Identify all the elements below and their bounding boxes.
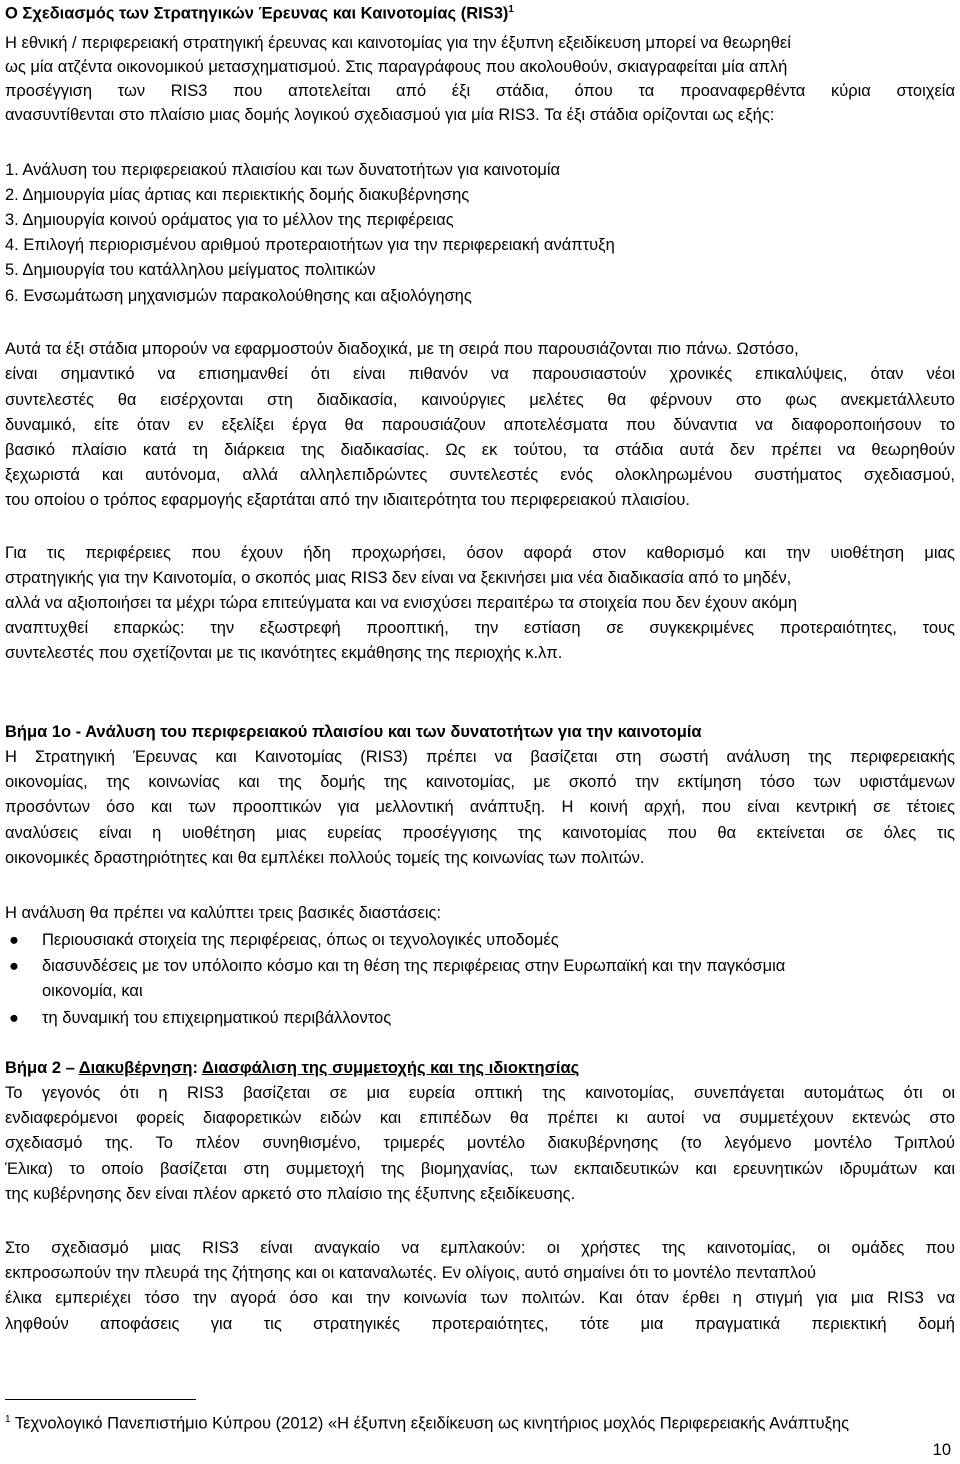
bullet-item-cont: οικονομία, και [42,982,143,1000]
bullet-dot: ● [9,931,19,949]
body-line: προσόντων όσο και των προοπτικών για μελλοντική ανάπτυξη. Η κοινή αρχή, που είναι κεντρική σε τέτοιες [5,798,955,816]
body-line-part: εμπεριέχει τόσο την αγορά όσο και την κοινωνία των πολιτών. Και όταν έρθει η στιγμή για μια RIS3 να [55,1289,955,1307]
body-line: στρατηγικής για την Καινοτομία, ο σκοπός μιας RIS3 δεν είναι να ξεκινήσει μια νέα διαδικασία από το μηδέν, [5,569,792,587]
body-line: αλλά να αξιοποιήσει τα μέχρι τώρα επιτεύγματα και να ενισχύσει περαιτέρω τα στοιχεία που δεν έχουν ακόμη [5,594,798,612]
body-line: Η Στρατηγική Έρευνας και Καινοτομίας (RIS3) πρέπει να βασίζεται στη σωστή ανάλυση της περιφερειακής [5,748,955,766]
body-line: σχεδιασμό της. Το πλέον συνηθισμένο, τριμερές μοντέλο διακυβέρνησης (το λεγόμενο μοντέλο Τριπλού [5,1134,955,1152]
page-title [5,4,514,24]
body-line: είναι σημαντικό να επισημανθεί ότι είναι πιθανόν να παρουσιαστούν χρονικές επικαλύψεις, όταν νέοι [5,365,955,383]
body-line: Για τις περιφέρειες που έχουν ήδη προχωρήσει, όσον αφορά στον καθορισμό και την υιοθέτηση μιας [5,544,955,562]
bullet-dot: ● [9,957,19,975]
intro-line: ως μία ατζέντα οικονομικού μετασχηματισμού. Στις παραγράφους που ακολουθούν, σκιαγραφείται μία απλή [5,58,788,76]
body-line: Αυτά τα έξι στάδια μπορούν να εφαρμοστούν διαδοχικά, με τη σειρά που παρουσιάζονται πιο πάνω. Ωστόσο, [5,340,799,358]
step1-heading-title: Ανάλυση του περιφερειακού πλαισίου και των δυνατοτήτων για την καινοτομία [85,723,702,741]
body-line: της κυβέρνησης δεν είναι πλέον αρκετό στο πλαίσιο της έξυπνης εξειδίκευσης. [5,1185,576,1203]
body-line: ενδιαφερόμενοι φορείς διαφορετικών ειδών και επιπέδων θα πρέπει κι αυτοί να συμμετέχουν εκτενώς στο [5,1109,955,1127]
body-line-part: εκπροσωπούν την πλευρά της ζήτησης και οι καταναλωτές. Εν ολίγοις, αυτό σημαίνει ότι το μοντέλο πενταπλού [5,1264,817,1282]
bullet-item: Περιουσιακά στοιχεία της περιφέρειας, όπως οι τεχνολογικές υποδομές [42,931,559,949]
step2-heading-sep: : [192,1059,202,1077]
step1-heading [5,720,702,744]
body-line: συντελεστές θα εισέρχονται στη διαδικασία, καινούργιες μελέτες θα φέρνουν στο φως ανεκμετάλλευτο [5,391,955,409]
body-line: αναπτυχθεί επαρκώς: την εξωστρεφή προοπτική, την εστίαση σε συγκεκριμένες προτεραιότητες, τους [5,619,955,637]
bullet-item: διασυνδέσεις με τον υπόλοιπο κόσμο και τη θέση της περιφέρειας στην Ευρωπαϊκή και την παγκόσμια [42,957,786,975]
body-line: οικονομικές δραστηριότητες και θα εμπλέκει πολλούς τομείς της κοινωνίας των πολιτών. [5,849,645,867]
intro-line: ανασυντίθενται στο πλαίσιο μιας δομής λογικού σχεδιασμού για μία RIS3. Τα έξι στάδια ορίζονται ως εξής: [5,106,775,124]
stage-item: 5. Δημιουργία του κατάλληλου μείγματος πολιτικών [5,261,376,279]
footnote-number: 1 [5,1414,11,1425]
footnote [5,1414,849,1434]
page-number: 10 [932,1441,951,1459]
body-line: Στο σχεδιασμό μιας RIS3 είναι αναγκαίο να εμπλακούν: οι χρήστες της καινοτομίας, οι ομάδες που [5,1239,955,1257]
stage-item: 3. Δημιουργία κοινού οράματος για το μέλλον της περιφέρειας [5,211,454,229]
body-line: αναλύσεις είναι η υιοθέτηση μιας ευρείας προσέγγισης της καινοτομίας που θα εκτείνεται σε όλες τις [5,824,955,842]
body-line: βασικό πλαίσιο κατά τη διάρκεια της διαδικασίας. Ως εκ τούτου, τα στάδια αυτά δεν πρέπει να θεωρηθούν [5,441,955,459]
body-line: του οποίου ο τρόπος εφαρμογής εξαρτάται από την ιδιαιτερότητα του περιφερειακού πλαισίου. [5,491,690,509]
bullet-dot: ● [9,1009,19,1027]
stage-item: 4. Επιλογή περιορισμένου αριθμού προτεραιοτήτων για την περιφερειακή ανάπτυξη [5,236,615,254]
body-line-part: έλικα [5,1289,42,1307]
body-line: οικονομίας, της κοινωνίας και της δομής της καινοτομίας, με σκοπό την εκτίμηση τόσο των υφιστάμενων [5,773,955,791]
body-line [5,1286,955,1310]
intro-line: προσέγγιση των RIS3 που αποτελείται από έξι στάδια, όπου τα προαναφερθέντα κύρια στοιχεία [5,82,955,100]
stage-item: 1. Ανάλυση του περιφερειακού πλαισίου και των δυνατοτήτων για καινοτομία [5,161,561,179]
body-line: συντελεστές που σχετίζονται με τις ικανότητες εκμάθησης της περιοχής κ.λπ. [5,644,563,662]
step2-heading [5,1056,579,1080]
dimensions-intro: Η ανάλυση θα πρέπει να καλύπτει τρεις βασικές διαστάσεις: [5,904,442,922]
body-line: Έλικα) το οποίο βασίζεται στη συμμετοχή της βιομηχανίας, των εκπαιδευτικών και ερευνητικών ιδρυμάτων και [5,1160,955,1178]
body-line: δυναμικό, είτε όταν εν εξελίξει έργα θα παρουσιάζουν αποτελέσματα που δύναντια να διαφοροποιήσουν το [5,416,955,434]
stage-item: 2. Δημιουργία μίας άρτιας και περιεκτικής δομής διακυβέρνησης [5,186,470,204]
title-text: Ο Σχεδιασμός των Στρατηγικών Έρευνας και Καινοτομίας (RIS3) [5,4,509,23]
stage-item: 6. Ενσωμάτωση μηχανισμών παρακολούθησης και αξιολόγησης [5,287,472,305]
bullet-item: τη δυναμική του επιχειρηματικού περιβάλλοντος [42,1009,392,1027]
body-line: ληφθούν αποφάσεις για τις στρατηγικές προτεραιότητες, τότε μια πραγματικά περιεκτική δομή [5,1315,955,1333]
intro-line: Η εθνική / περιφερειακή στρατηγική έρευνας και καινοτομίας για την έξυπνη εξειδίκευση μπορεί να θεωρηθεί [5,34,791,52]
step2-heading-title: Διασφάλιση της συμμετοχής και της ιδιοκτησίας [201,1059,580,1077]
footnote-divider [5,1399,196,1400]
footnote-text: Τεχνολογικό Πανεπιστήμιο Κύπρου (2012) «Η έξυπνη εξειδίκευση ως κινητήριος μοχλός Περιφερειακής Ανάπτυξης [14,1414,850,1433]
step2-heading-prefix: Βήμα 2 – [5,1059,79,1077]
step1-heading-prefix: Βήμα 1ο - [5,723,86,741]
body-line: Το γεγονός ότι η RIS3 βασίζεται σε μια ευρεία οπτική της καινοτομίας, συνεπάγεται αυτομάτως ότι οι [5,1084,955,1102]
body-line [5,1261,816,1285]
body-line: ξεχωριστά και αυτόνομα, αλλά αλληλεπιδρώντες συντελεστές ενός ολοκληρωμένου συστήματος σχεδιασμού, [5,466,955,484]
step2-heading-topic: Διακυβέρνηση [78,1059,193,1077]
footnote-ref[interactable]: 1 [508,4,514,15]
